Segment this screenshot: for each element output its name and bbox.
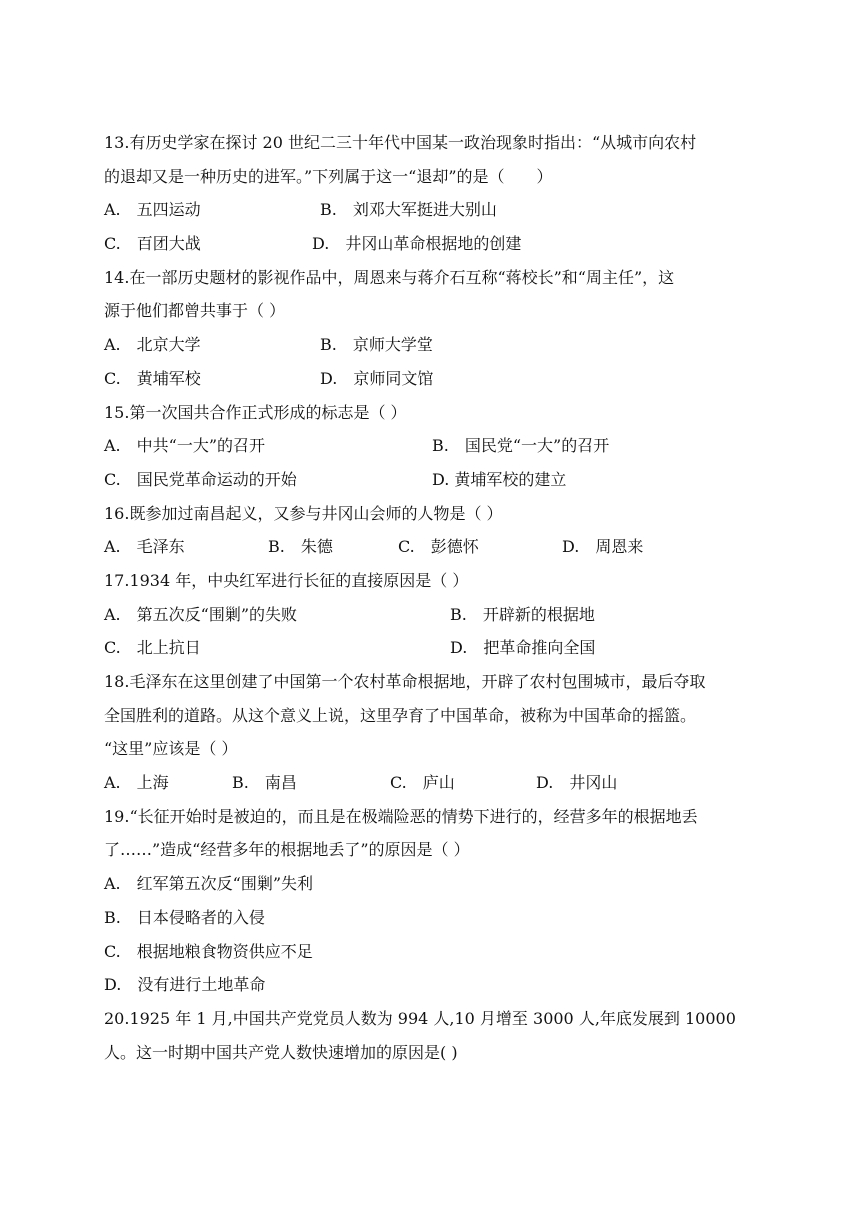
question-18-option-c: C. 庐山 — [390, 773, 455, 793]
question-15-stem-line-1: 15.第一次国共合作正式形成的标志是（ ） — [104, 402, 407, 422]
question-13-stem-line-2: 的退却又是一种历史的进军。”下列属于这一“退却”的是（ ） — [104, 166, 553, 186]
question-16-option-a: A. 毛泽东 — [104, 537, 185, 557]
question-18-option-a: A. 上海 — [104, 773, 169, 793]
question-16-stem-line-1: 16.既参加过南昌起义，又参与井冈山会师的人物是（ ） — [104, 503, 503, 523]
question-19-stem-line-1: 19.“长征开始时是被迫的，而且是在极端险恶的情势下进行的，经营多年的根据地丢 — [104, 806, 698, 826]
question-14-options-row-2 — [104, 362, 760, 396]
question-17-options-row-2 — [104, 631, 760, 665]
question-19-option-c: C. 根据地粮食物资供应不足 — [104, 941, 313, 961]
question-list — [104, 126, 760, 1069]
question-14-option-a: A. 北京大学 — [104, 335, 201, 355]
question-17-option-a: A. 第五次反“围剿”的失败 — [104, 604, 298, 624]
question-18-stem-line-3: “这里”应该是（ ） — [104, 739, 238, 759]
question-18-option-d: D. 井冈山 — [536, 773, 618, 793]
question-19-option-d: D. 没有进行土地革命 — [104, 975, 266, 995]
question-16-options-row-1 — [104, 530, 760, 564]
question-14-option-b: B. 京师大学堂 — [320, 335, 433, 355]
question-15-option-a: A. 中共“一大”的召开 — [104, 436, 266, 456]
question-20-stem-line-1: 20.1925 年 1 月,中国共产党党员人数为 994 人,10 月增至 3000 人,年底发展到 10000 — [104, 1008, 736, 1028]
question-17-option-d: D. 把革命推向全国 — [450, 638, 596, 658]
question-18-options-row-1 — [104, 766, 760, 800]
question-14-option-d: D. 京师同文馆 — [320, 368, 434, 388]
question-16-option-d: D. 周恩来 — [562, 537, 644, 557]
question-14-stem-line-1: 14.在一部历史题材的影视作品中，周恩来与蒋介石互称“蒋校长”和“周主任”，这 — [104, 267, 675, 287]
question-14-stem-line-2: 源于他们都曾共事于（ ） — [104, 301, 286, 321]
question-17-option-c: C. 北上抗日 — [104, 638, 201, 658]
question-15-option-b: B. 国民党“一大”的召开 — [432, 436, 610, 456]
question-13-option-d: D. 井冈山革命根据地的创建 — [312, 234, 522, 254]
question-13-option-b: B. 刘邓大军挺进大别山 — [320, 200, 497, 220]
question-13-options-row-1 — [104, 193, 760, 227]
question-14-option-c: C. 黄埔军校 — [104, 368, 201, 388]
question-19-option-a: A. 红军第五次反“围剿”失利 — [104, 874, 314, 894]
question-16-option-c: C. 彭德怀 — [398, 537, 479, 557]
question-17-options-row-1 — [104, 598, 760, 632]
question-13-option-a: A. 五四运动 — [104, 200, 201, 220]
question-18-stem-line-2: 全国胜利的道路。从这个意义上说，这里孕育了中国革命，被称为中国革命的摇篮。 — [104, 705, 697, 725]
question-14-options-row-1 — [104, 328, 760, 362]
question-20-stem-line-2: 人。这一时期中国共产党人数快速增加的原因是( ) — [104, 1042, 458, 1062]
question-13-option-c: C. 百团大战 — [104, 234, 201, 254]
question-15-options-row-2 — [104, 463, 760, 497]
question-13-stem-line-1: 13.有历史学家在探讨 20 世纪二三十年代中国某一政治现象时指出：“从城市向农村 — [104, 133, 697, 152]
question-19-stem-line-2: 了……”造成“经营多年的根据地丢了”的原因是（ ） — [104, 840, 470, 860]
question-17-option-b: B. 开辟新的根据地 — [450, 604, 595, 624]
question-19-option-b: B. 日本侵略者的入侵 — [104, 907, 265, 927]
question-15-option-c: C. 国民党革命运动的开始 — [104, 469, 297, 489]
question-15-option-d: D. 黄埔军校的建立 — [432, 469, 567, 489]
question-16-option-b: B. 朱德 — [268, 537, 333, 557]
question-15-options-row-1 — [104, 429, 760, 463]
question-18-stem-line-1: 18.毛泽东在这里创建了中国第一个农村革命根据地，开辟了农村包围城市，最后夺取 — [104, 672, 706, 691]
question-17-stem-line-1: 17.1934 年，中央红军进行长征的直接原因是（ ） — [104, 570, 469, 590]
question-18-option-b: B. 南昌 — [232, 773, 297, 793]
question-13-options-row-2 — [104, 227, 760, 261]
